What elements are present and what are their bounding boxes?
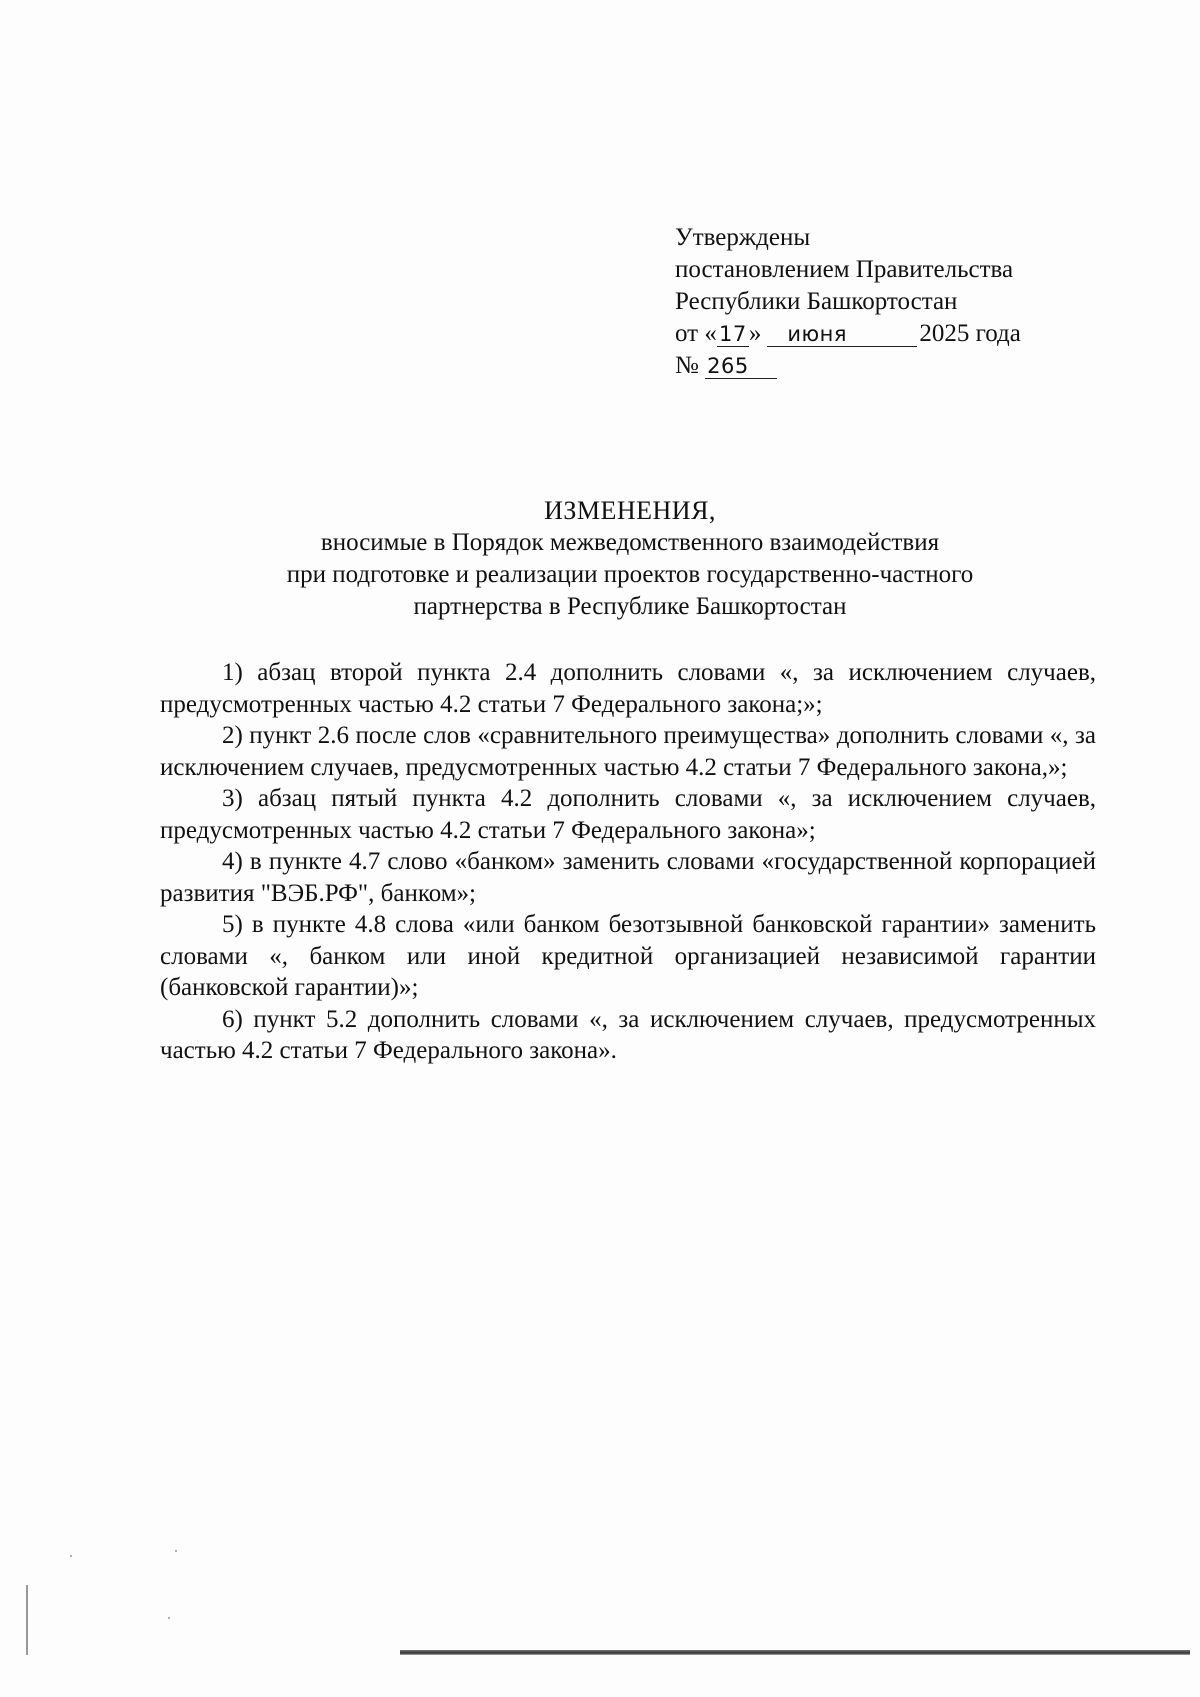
approval-issuer: постановлением Правительства — [675, 256, 1014, 283]
scan-speck — [70, 1555, 72, 1557]
amendment-item: 3) абзац пятый пункта 4.2 дополнить словами «, за исключением случаев, предусмотренных частью 4.2 статьи 7 Федерального закона»; — [160, 785, 1096, 844]
amendment-item: 4) в пункте 4.7 слово «банком» заменить словами «государственной корпорацией развития "ВЭБ.РФ", банком»; — [160, 848, 1096, 907]
date-prefix: от « — [675, 320, 717, 347]
approval-republic: Республики Башкортостан — [675, 288, 958, 315]
date-month: июня — [767, 322, 917, 347]
approval-block — [675, 222, 1095, 382]
approval-date — [675, 318, 1095, 350]
approval-number — [675, 350, 1095, 382]
date-day: 17 — [717, 322, 749, 347]
date-close: » — [748, 320, 762, 347]
amendment-item: 6) пункт 5.2 дополнить словами «, за исключением случаев, предусмотренных частью 4.2 статьи 7 Федерального закона». — [160, 1005, 1096, 1064]
scan-edge-mark — [26, 1585, 28, 1655]
title-subtitle-line2: при подготовке и реализации проектов государственно-частного — [286, 561, 974, 588]
approval-label: Утверждены — [675, 224, 811, 251]
title-subtitle-line3: партнерства в Республике Башкортостан — [413, 593, 847, 620]
date-year: 2025 года — [919, 320, 1021, 347]
number-value: 265 — [705, 354, 777, 379]
scan-bottom-line — [400, 1650, 1190, 1655]
amendment-item: 5) в пункте 4.8 слова «или банком безотзывной банковской гарантии» заменить словами «, банком или иной кредитной организацией независимой гарантии (банковской гарантии)»; — [160, 911, 1096, 1001]
number-prefix: № — [675, 352, 699, 379]
scan-speck — [175, 1550, 177, 1552]
title-heading: ИЗМЕНЕНИЯ, — [544, 496, 716, 525]
amendment-item: 1) абзац второй пункта 2.4 дополнить словами «, за исключением случаев, предусмотренных частью 4.2 статьи 7 Федерального закона;»; — [160, 659, 1096, 718]
document-title — [180, 495, 1080, 623]
title-subtitle-line1: вносимые в Порядок межведомственного взаимодействия — [320, 529, 940, 556]
scan-speck — [168, 1617, 170, 1619]
amendments-list — [160, 657, 1096, 1067]
amendment-item: 2) пункт 2.6 после слов «сравнительного преимущества» дополнить словами «, за исключением случаев, предусмотренных частью 4.2 статьи 7 Федерального закона,»; — [160, 722, 1096, 781]
